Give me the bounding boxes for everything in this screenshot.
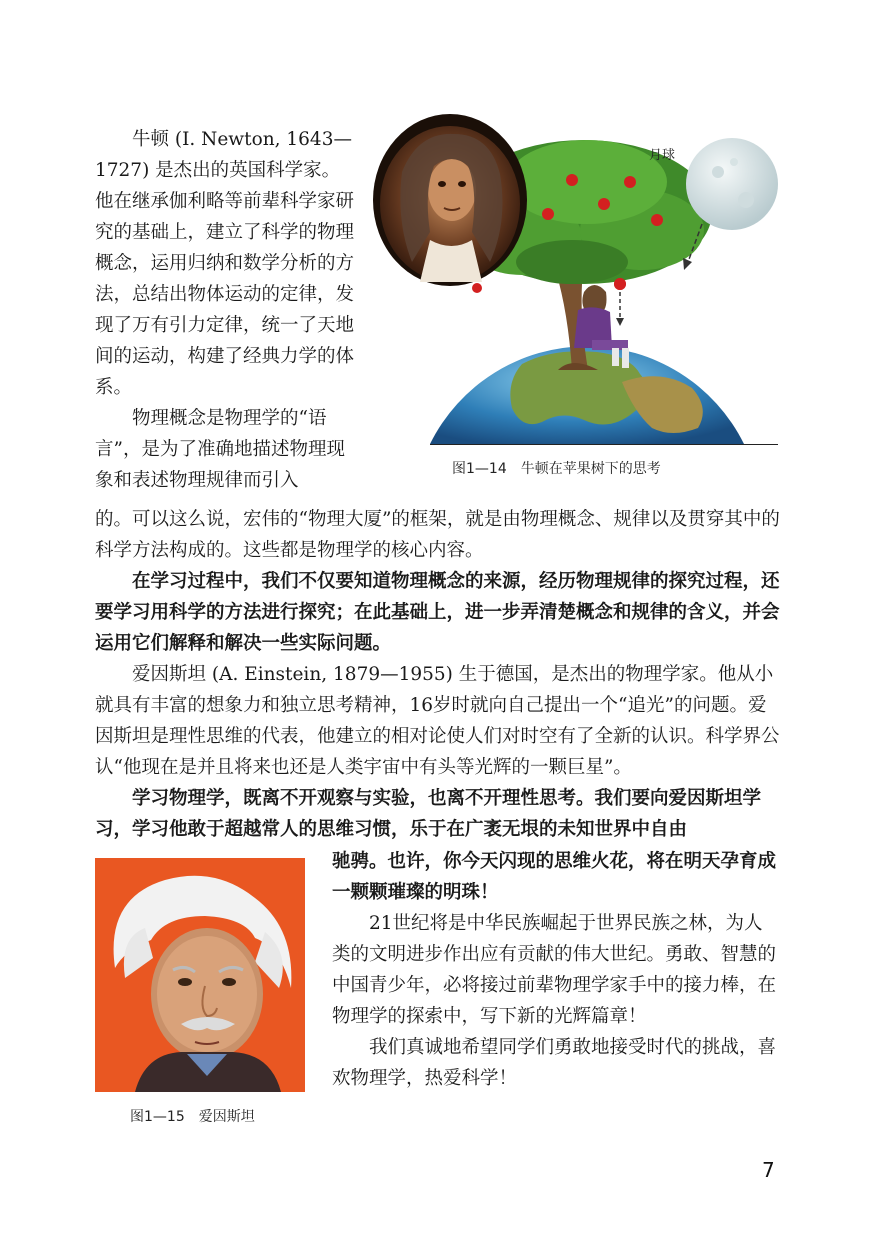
newton-apple-tree-illustration <box>372 112 778 446</box>
figure-14-caption: 图1—14 牛顿在苹果树下的思考 <box>452 461 661 477</box>
study-paragraph-start: 学习物理学，既离不开观察与实验，也离不开理性思考。我们要向爱因斯坦学习，学习他敢于超越常人的思维习惯，乐于在广袤无垠的未知世界中自由 <box>95 788 762 840</box>
study-paragraph-end: 驰骋。也许，你今天闪现的思维火花，将在明天孕育成一颗颗璀璨的明珠！ <box>332 851 777 903</box>
figure-divider-line <box>430 444 778 445</box>
newton-portrait <box>373 114 527 286</box>
einstein-portrait <box>95 858 305 1092</box>
moon-label: 月球 <box>649 148 676 163</box>
closing-paragraph: 我们真诚地希望同学们勇敢地接受时代的挑战，喜欢物理学，热爱科学！ <box>332 1037 777 1089</box>
main-text-flow <box>95 504 781 845</box>
newton-paragraph: 牛顿 (I. Newton, 1643—1727) 是杰出的英国科学家。他在继承伽利略等前辈科学家研究的基础上，建立了科学的物理概念，运用归纳和数学分析的方法，总结出物体运动的定律，发现了万有引力定律，统一了天地间的运动，构建了经典力学的体系。 <box>95 129 355 398</box>
page-number: 7 <box>762 1158 775 1182</box>
right-text-column <box>332 846 780 1094</box>
moon <box>686 138 778 230</box>
newton-text-column <box>95 124 357 496</box>
figure-newton-apple-tree <box>372 112 778 446</box>
figure-15-caption: 图1—15 爱因斯坦 <box>130 1109 255 1125</box>
einstein-paragraph: 爱因斯坦 (A. Einstein, 1879—1955) 生于德国，是杰出的物理学家。他从小就具有丰富的想象力和独立思考精神，16岁时就向自己提出一个“追光”的问题。爱因斯坦是理性思维的代表，他建立的相对论使人们对时空有了全新的认识。科学界公认“他现在是并且将来也还是人类宇宙中有头等光辉的一颗巨星”。 <box>95 664 780 778</box>
learning-paragraph: 在学习过程中，我们不仅要知道物理概念的来源，经历物理规律的探究过程，还要学习用科学的方法进行探究；在此基础上，进一步弄清楚概念和规律的含义，并会运用它们解释和解决一些实际问题。 <box>95 571 780 654</box>
concept-paragraph-start: 物理概念是物理学的“语言”，是为了准确地描述物理现象和表述物理规律而引入 <box>95 408 345 491</box>
century-paragraph: 21世纪将是中华民族崛起于世界民族之林，为人类的文明进步作出应有贡献的伟大世纪。勇敢、智慧的中国青少年，必将接过前辈物理学家手中的接力棒，在物理学的探索中，写下新的光辉篇章！ <box>332 913 777 1027</box>
figure-einstein <box>95 858 305 1092</box>
concept-paragraph-end: 的。可以这么说，宏伟的“物理大厦”的框架，就是由物理概念、规律以及贯穿其中的科学方法构成的。这些都是物理学的核心内容。 <box>95 509 780 561</box>
